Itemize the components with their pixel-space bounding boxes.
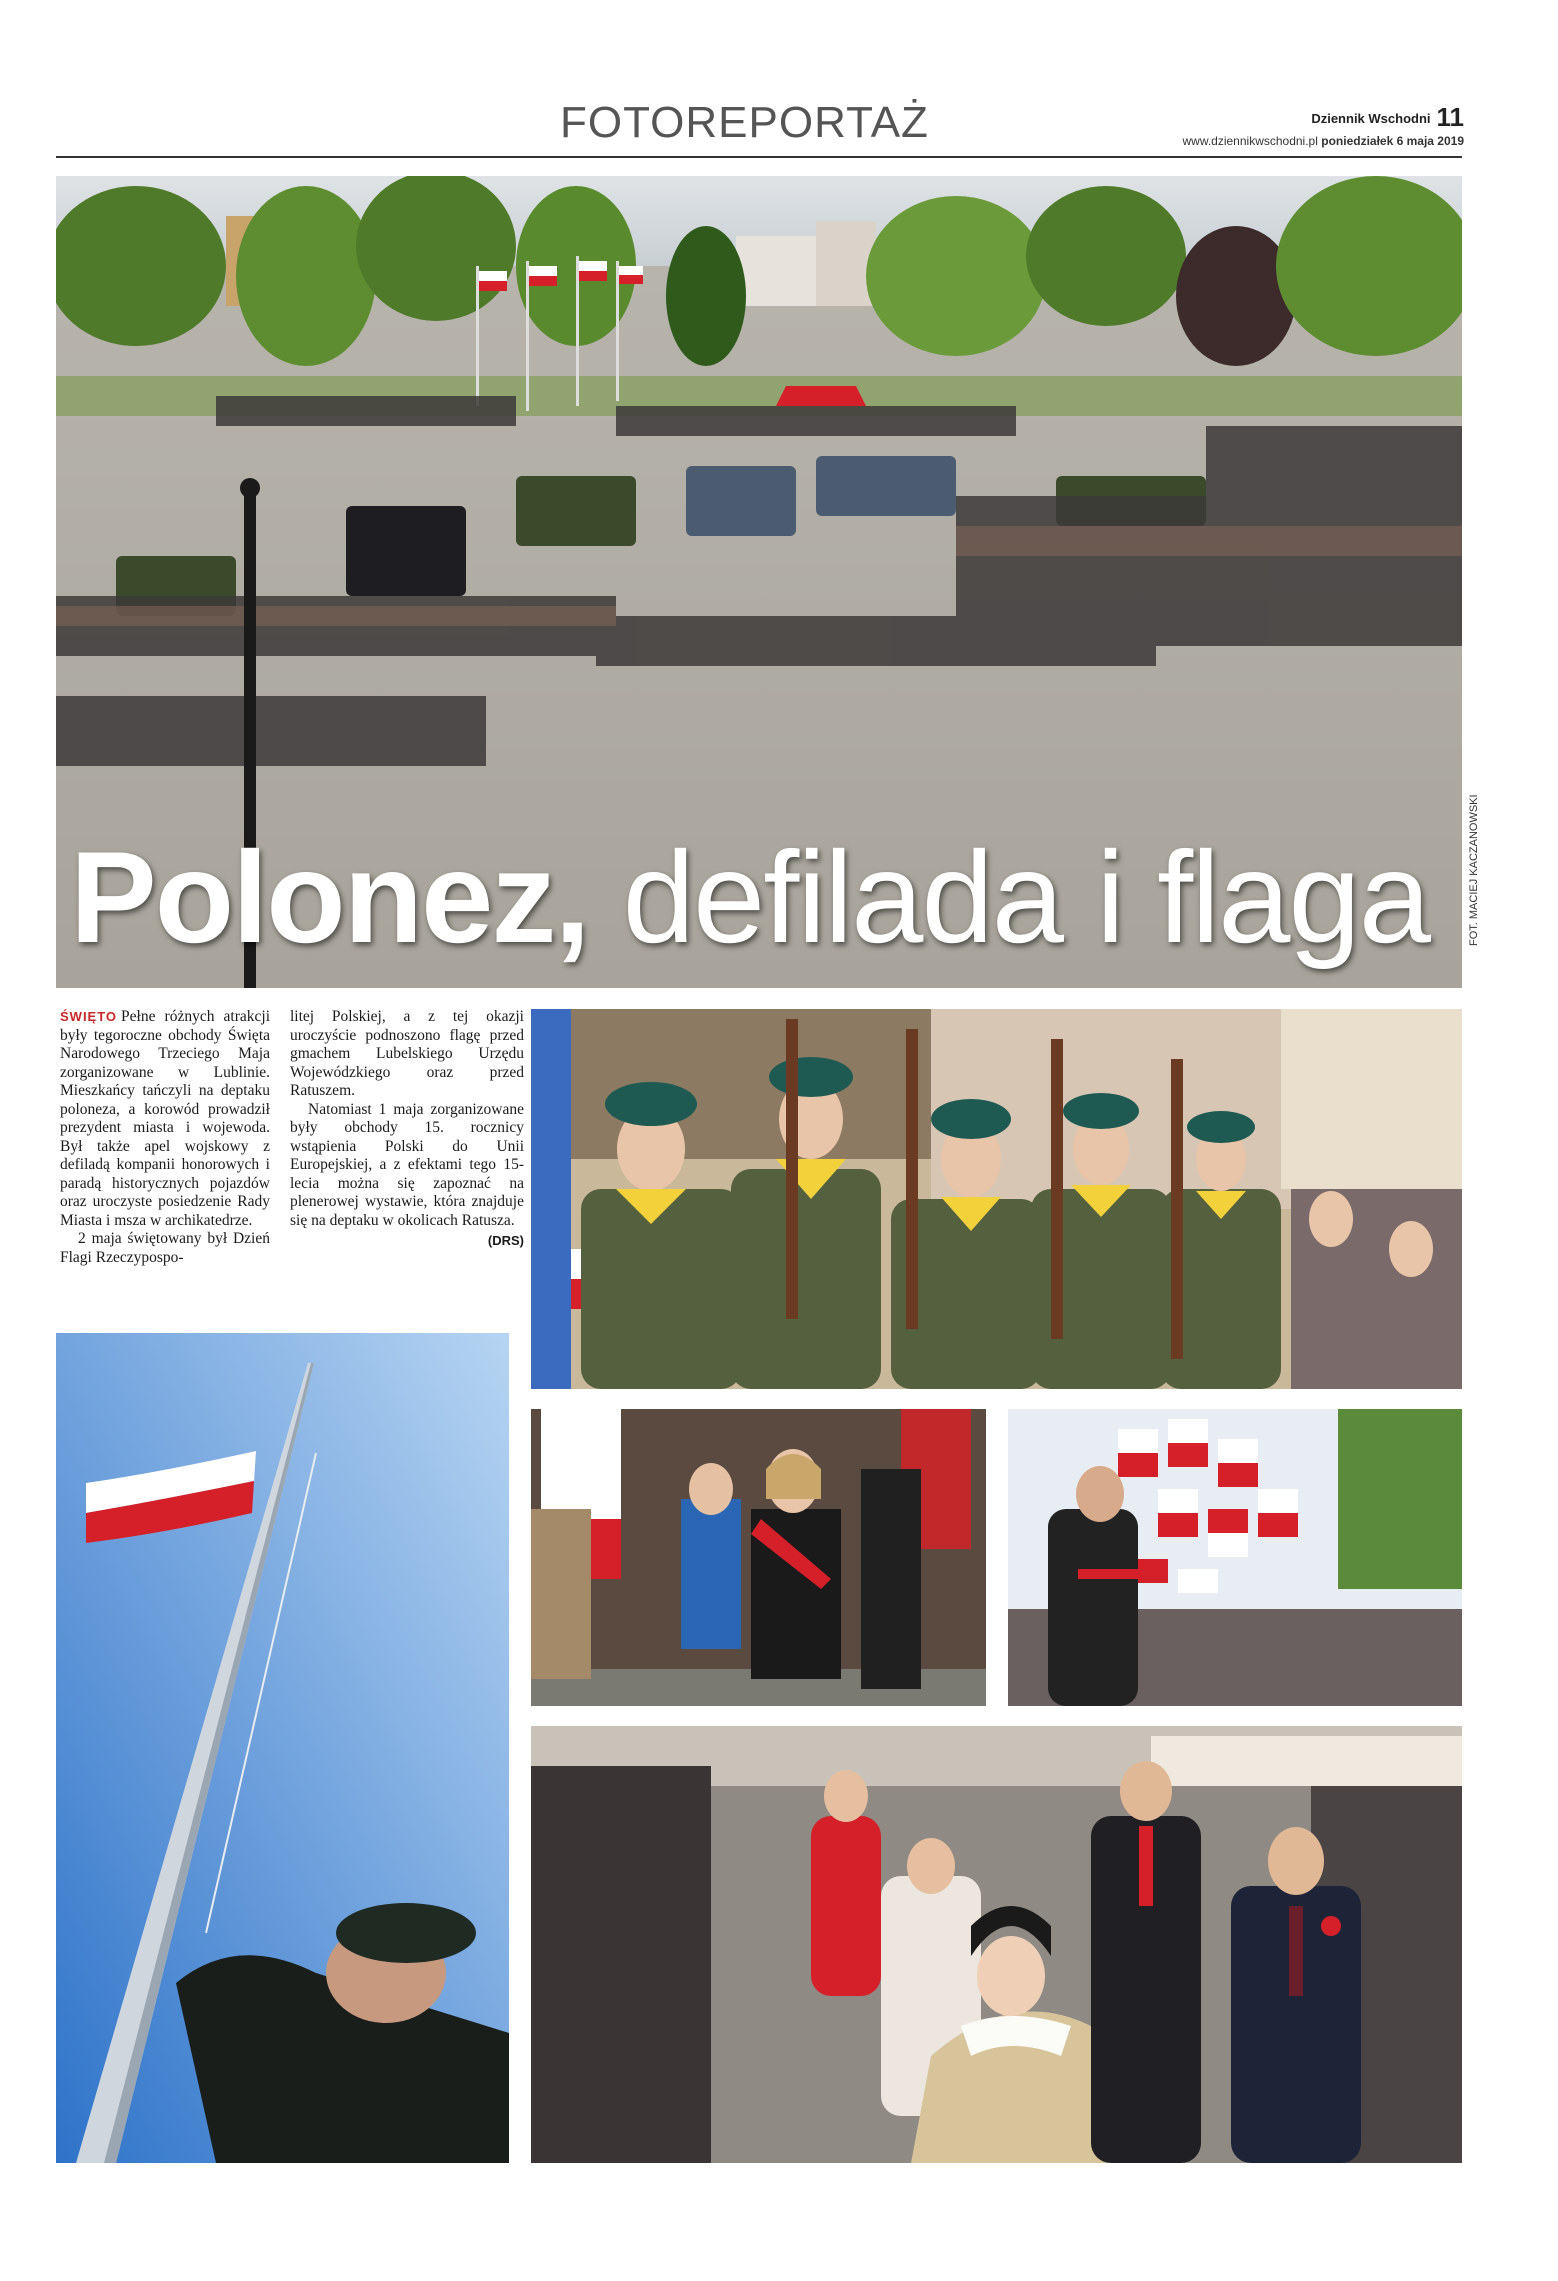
headline-part-bold: Polonez, [70, 824, 589, 970]
photo-credit: FOT. MACIEJ KACZANOWSKI [1468, 794, 1480, 946]
article-paragraph [60, 1008, 270, 1230]
article-column-2 [290, 1008, 524, 1251]
photo-cadets-with-rifles [531, 1009, 1462, 1389]
headline-part-light: defilada i flaga [588, 824, 1430, 970]
article-text: Pełne różnych atrakcji były tegoroczne obchody Święta Narodowego Trzeciego Maja zorganizowane w Lublinie. Mieszkańcy tańczyli na deptaku poloneza, a korowód prowadził prezydent miasta i wojewoda. Był także apel wojskowy z defiladą kompanii honorowych i paradą historycznych pojazdów oraz uroczyste posiedzenie Rady Miasta i msza w archikatedrze. [60, 1008, 270, 1229]
article-column-1 [60, 1008, 270, 1267]
lead-word: ŚWIĘTO [60, 1009, 118, 1024]
photo-ceremony-with-banners [531, 1409, 986, 1706]
header-divider [56, 156, 1462, 158]
photo-polonaise-dance [531, 1726, 1462, 2163]
article-paragraph: litej Polskiej, a z tej okazji uroczyście podnoszono flagę przed gmachem Lubelskiego Urzędu Wojewódzkiego oraz przed Ratuszem. [290, 1008, 524, 1099]
article-paragraph: 2 maja świętowany był Dzień Flagi Rzeczypospo- [60, 1230, 270, 1266]
publication-block [1183, 102, 1465, 148]
website-link[interactable]: www.dziennikwschodni.pl [1182, 134, 1318, 148]
page-number: 11 [1436, 102, 1464, 132]
article-paragraph: Natomiast 1 maja zorganizowane były obchody 15. rocznicy wstąpienia Polski do Unii Europejskiej, a z efektami tego 15-lecia można się zapoznać na plenerowej wystawie, która znajduje się na deptaku w okolicach Ratusza. [290, 1100, 524, 1229]
photo-flag-raising [56, 1333, 509, 2163]
photo-flags-stand [1008, 1409, 1462, 1706]
author-signature: (DRS) [487, 1233, 524, 1248]
headline [70, 824, 1430, 970]
publication-name: Dziennik Wschodni [1311, 111, 1431, 126]
issue-date: poniedziałek 6 maja 2019 [1321, 134, 1464, 148]
section-title: FOTOREPORTAŻ [560, 98, 929, 147]
